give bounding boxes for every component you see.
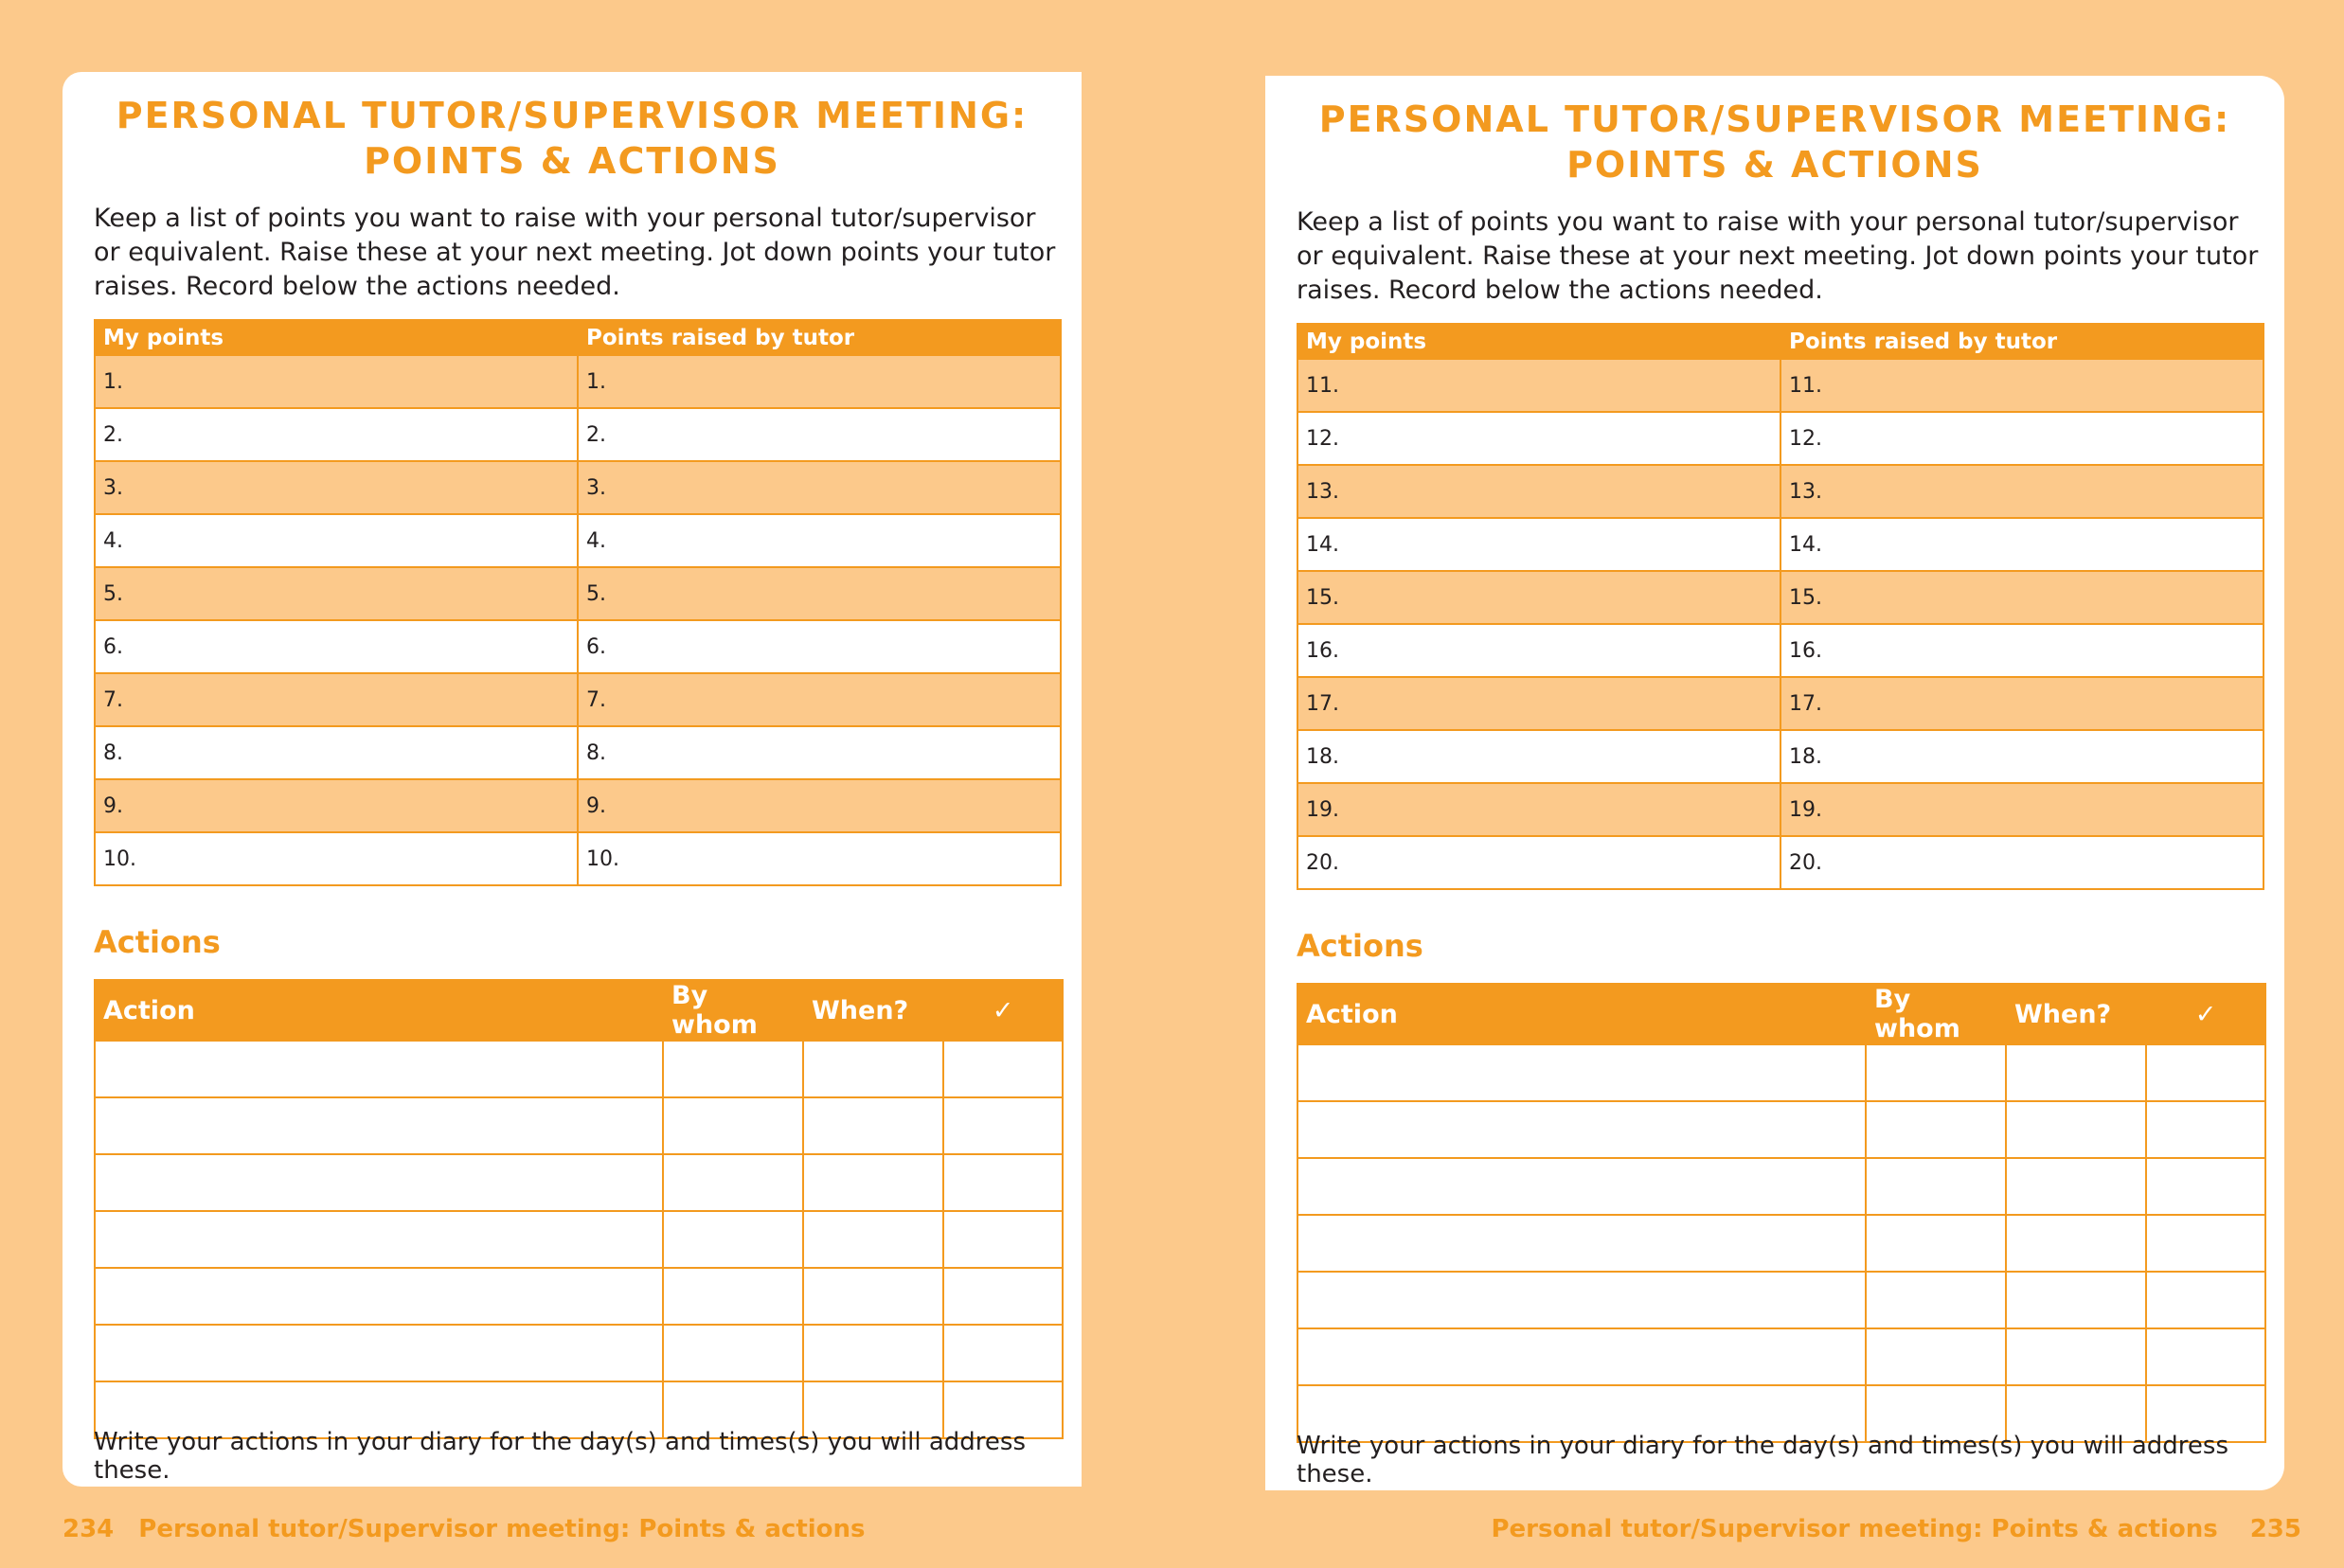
tutor-points-header: Points raised by tutor xyxy=(578,320,1061,355)
tutor-point-cell[interactable]: 18. xyxy=(1780,730,2263,783)
my-point-cell[interactable]: 19. xyxy=(1297,783,1780,836)
folio-right xyxy=(1491,1515,2301,1543)
when-cell[interactable] xyxy=(803,1041,943,1097)
action-cell[interactable] xyxy=(1297,1158,1866,1215)
my-point-cell[interactable]: 5. xyxy=(95,567,578,620)
table-row xyxy=(95,1268,1063,1325)
my-point-cell[interactable]: 12. xyxy=(1297,412,1780,465)
points-table xyxy=(94,319,1062,886)
action-cell[interactable] xyxy=(95,1154,663,1211)
tutor-point-cell[interactable]: 3. xyxy=(578,461,1061,514)
table-row xyxy=(1297,1044,2265,1101)
page-title: PERSONAL TUTOR/SUPERVISOR MEETING: POINTS & ACTIONS xyxy=(1318,98,2231,186)
by-whom-cell[interactable] xyxy=(663,1268,803,1325)
action-cell[interactable] xyxy=(1297,1101,1866,1158)
when-cell[interactable] xyxy=(803,1211,943,1268)
action-cell[interactable] xyxy=(95,1325,663,1381)
footnote: Write your actions in your diary for the day(s) and times(s) you will address these. xyxy=(1297,1432,2228,1488)
tutor-point-cell[interactable]: 17. xyxy=(1780,677,2263,730)
table-row xyxy=(95,620,1061,673)
table-row xyxy=(95,514,1061,567)
by-whom-cell[interactable] xyxy=(663,1211,803,1268)
page-number: 234 xyxy=(63,1515,115,1543)
table-row xyxy=(95,1097,1063,1154)
tutor-point-cell[interactable]: 8. xyxy=(578,726,1061,779)
when-header: When? xyxy=(803,980,943,1041)
table-row xyxy=(1297,1215,2265,1272)
table-row xyxy=(1297,1272,2265,1328)
my-point-cell[interactable]: 11. xyxy=(1297,359,1780,412)
by-whom-cell[interactable] xyxy=(663,1097,803,1154)
table-row xyxy=(95,355,1061,408)
action-cell[interactable] xyxy=(95,1211,663,1268)
action-cell[interactable] xyxy=(95,1097,663,1154)
table-row xyxy=(1297,518,2263,571)
tutor-point-cell[interactable]: 6. xyxy=(578,620,1061,673)
tutor-point-cell[interactable]: 4. xyxy=(578,514,1061,567)
tutor-point-cell[interactable]: 7. xyxy=(578,673,1061,726)
when-cell[interactable] xyxy=(803,1154,943,1211)
page-right xyxy=(1265,76,2284,1490)
tutor-point-cell[interactable]: 13. xyxy=(1780,465,2263,518)
action-cell[interactable] xyxy=(1297,1328,1866,1385)
when-cell[interactable] xyxy=(803,1325,943,1381)
actions-heading: Actions xyxy=(94,924,221,960)
tutor-point-cell[interactable]: 20. xyxy=(1780,836,2263,889)
tutor-point-cell[interactable]: 19. xyxy=(1780,783,2263,836)
by-whom-cell[interactable] xyxy=(1866,1158,2006,1215)
table-row xyxy=(1297,624,2263,677)
table-row xyxy=(1297,465,2263,518)
by-whom-cell[interactable] xyxy=(1866,1101,2006,1158)
intro-text: Keep a list of points you want to raise with your personal tutor/supervisor or equivalent. Raise these at your next meeting. Jot down points your tutor raises. Record below the actions needed. xyxy=(1297,207,2259,305)
when-cell[interactable] xyxy=(803,1268,943,1325)
table-row xyxy=(95,1211,1063,1268)
footnote: Write your actions in your diary for the day(s) and times(s) you will address these. xyxy=(94,1428,1026,1485)
table-row xyxy=(1297,1101,2265,1158)
running-title: Personal tutor/Supervisor meeting: Points & actions xyxy=(138,1515,866,1543)
table-row xyxy=(95,832,1061,885)
tutor-point-cell[interactable]: 2. xyxy=(578,408,1061,461)
by-whom-cell[interactable] xyxy=(1866,1215,2006,1272)
by-whom-cell[interactable] xyxy=(663,1154,803,1211)
done-cell[interactable] xyxy=(943,1041,1063,1097)
actions-heading: Actions xyxy=(1297,928,1423,964)
action-header: Action xyxy=(95,980,663,1041)
tutor-point-cell[interactable]: 12. xyxy=(1780,412,2263,465)
my-points-header: My points xyxy=(1297,324,1780,359)
my-point-cell[interactable]: 2. xyxy=(95,408,578,461)
done-cell[interactable] xyxy=(943,1268,1063,1325)
done-cell[interactable] xyxy=(2146,1101,2265,1158)
action-cell[interactable] xyxy=(1297,1215,1866,1272)
tutor-point-cell[interactable]: 9. xyxy=(578,779,1061,832)
table-row xyxy=(1297,1328,2265,1385)
when-cell[interactable] xyxy=(2006,1044,2146,1101)
table-row xyxy=(95,726,1061,779)
done-cell[interactable] xyxy=(2146,1044,2265,1101)
actions-table xyxy=(94,979,1064,1439)
table-row xyxy=(1297,359,2263,412)
my-point-cell[interactable]: 15. xyxy=(1297,571,1780,624)
done-cell[interactable] xyxy=(943,1154,1063,1211)
when-cell[interactable] xyxy=(2006,1272,2146,1328)
when-cell[interactable] xyxy=(2006,1158,2146,1215)
table-row xyxy=(95,673,1061,726)
tutor-point-cell[interactable]: 11. xyxy=(1780,359,2263,412)
done-cell[interactable] xyxy=(2146,1158,2265,1215)
my-point-cell[interactable]: 6. xyxy=(95,620,578,673)
page-title: PERSONAL TUTOR/SUPERVISOR MEETING: POINTS & ACTIONS xyxy=(116,95,1029,182)
table-row xyxy=(1297,836,2263,889)
table-row xyxy=(95,779,1061,832)
my-point-cell[interactable]: 17. xyxy=(1297,677,1780,730)
my-point-cell[interactable]: 9. xyxy=(95,779,578,832)
my-points-header: My points xyxy=(95,320,578,355)
table-row xyxy=(95,567,1061,620)
tutor-point-cell[interactable]: 14. xyxy=(1780,518,2263,571)
table-row xyxy=(1297,730,2263,783)
by-whom-cell[interactable] xyxy=(663,1041,803,1097)
tutor-point-cell[interactable]: 15. xyxy=(1780,571,2263,624)
done-cell[interactable] xyxy=(2146,1272,2265,1328)
action-cell[interactable] xyxy=(95,1268,663,1325)
my-point-cell[interactable]: 13. xyxy=(1297,465,1780,518)
tutor-points-header: Points raised by tutor xyxy=(1780,324,2263,359)
table-row xyxy=(1297,1158,2265,1215)
table-row xyxy=(95,1154,1063,1211)
tutor-point-cell[interactable]: 5. xyxy=(578,567,1061,620)
checkmark-icon: ✓ xyxy=(2146,984,2265,1044)
table-row xyxy=(95,1325,1063,1381)
by-whom-cell[interactable] xyxy=(1866,1272,2006,1328)
my-point-cell[interactable]: 16. xyxy=(1297,624,1780,677)
table-row xyxy=(95,408,1061,461)
by-whom-header: By whom xyxy=(1866,984,2006,1044)
when-header: When? xyxy=(2006,984,2146,1044)
my-point-cell[interactable]: 4. xyxy=(95,514,578,567)
table-row xyxy=(95,461,1061,514)
page-left xyxy=(63,72,1082,1487)
done-cell[interactable] xyxy=(943,1325,1063,1381)
actions-table xyxy=(1297,983,2266,1443)
table-row xyxy=(1297,571,2263,624)
action-cell[interactable] xyxy=(95,1041,663,1097)
checkmark-icon: ✓ xyxy=(943,980,1063,1041)
page-number: 235 xyxy=(2249,1515,2301,1543)
my-point-cell[interactable]: 1. xyxy=(95,355,578,408)
when-cell[interactable] xyxy=(2006,1328,2146,1385)
tutor-point-cell[interactable]: 10. xyxy=(578,832,1061,885)
when-cell[interactable] xyxy=(2006,1215,2146,1272)
table-row xyxy=(1297,783,2263,836)
tutor-point-cell[interactable]: 16. xyxy=(1780,624,2263,677)
folio-left xyxy=(63,1515,866,1543)
action-header: Action xyxy=(1297,984,1866,1044)
my-point-cell[interactable]: 7. xyxy=(95,673,578,726)
done-cell[interactable] xyxy=(943,1097,1063,1154)
intro-text: Keep a list of points you want to raise with your personal tutor/supervisor or equivalent. Raise these at your next meeting. Jot down points your tutor raises. Record below the actions needed. xyxy=(94,204,1056,301)
table-row xyxy=(1297,677,2263,730)
table-row xyxy=(95,1041,1063,1097)
my-point-cell[interactable]: 20. xyxy=(1297,836,1780,889)
done-cell[interactable] xyxy=(2146,1328,2265,1385)
my-point-cell[interactable]: 10. xyxy=(95,832,578,885)
by-whom-cell[interactable] xyxy=(1866,1328,2006,1385)
done-cell[interactable] xyxy=(2146,1215,2265,1272)
by-whom-cell[interactable] xyxy=(663,1325,803,1381)
table-row xyxy=(1297,412,2263,465)
my-point-cell[interactable]: 8. xyxy=(95,726,578,779)
running-title: Personal tutor/Supervisor meeting: Points & actions xyxy=(1491,1515,2218,1543)
points-table xyxy=(1297,323,2264,890)
tutor-point-cell[interactable]: 1. xyxy=(578,355,1061,408)
my-point-cell[interactable]: 3. xyxy=(95,461,578,514)
by-whom-header: By whom xyxy=(663,980,803,1041)
done-cell[interactable] xyxy=(943,1211,1063,1268)
by-whom-cell[interactable] xyxy=(1866,1044,2006,1101)
when-cell[interactable] xyxy=(803,1097,943,1154)
action-cell[interactable] xyxy=(1297,1044,1866,1101)
when-cell[interactable] xyxy=(2006,1101,2146,1158)
my-point-cell[interactable]: 18. xyxy=(1297,730,1780,783)
action-cell[interactable] xyxy=(1297,1272,1866,1328)
my-point-cell[interactable]: 14. xyxy=(1297,518,1780,571)
